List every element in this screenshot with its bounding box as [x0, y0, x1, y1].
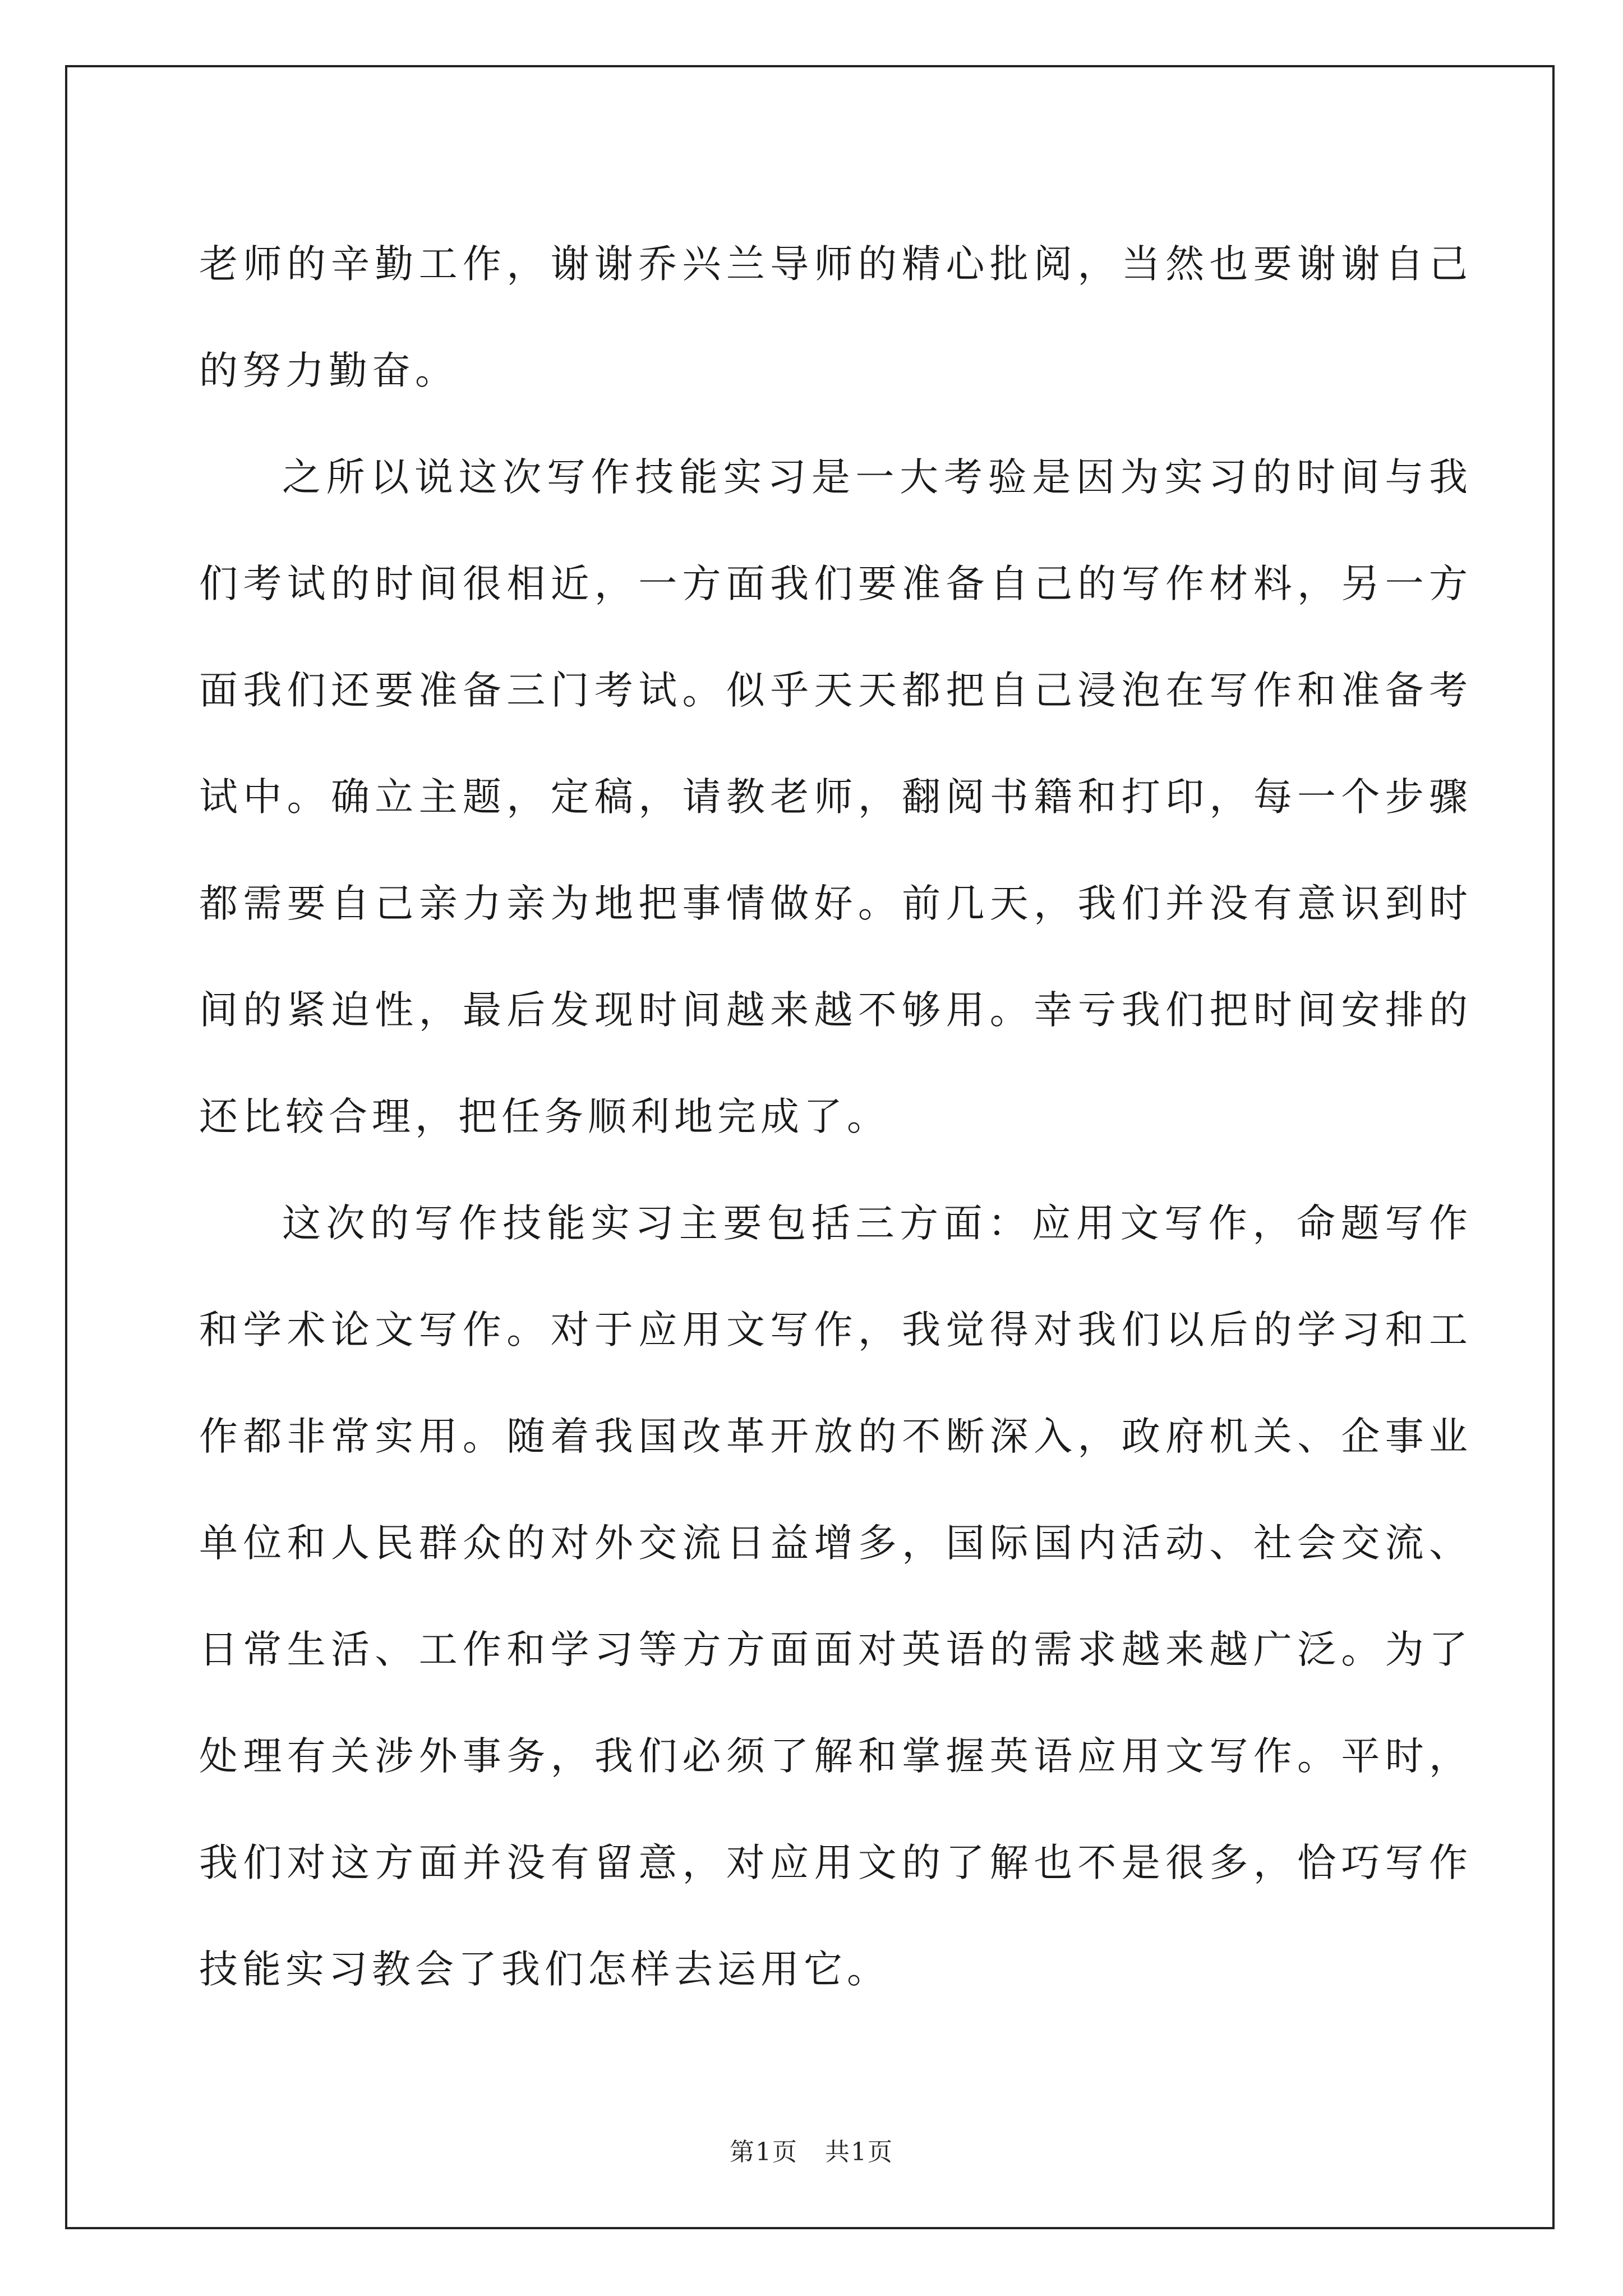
paragraph-3: 这次的写作技能实习主要包括三方面：应用文写作，命题写作和学术论文写作。对于应用文写作，我觉得对我们以后的学习和工作都非常实用。随着我国改革开放的不断深入，政府机关、企事业单位和人民群众的对外交流日益增多，国际国内活动、社会交流、日常生活、工作和学习等方方面面对英语的需求越来越广泛。为了处理有关涉外事务，我们必须了解和掌握英语应用文写作。平时，我们对这方面并没有留意，对应用文的了解也不是很多，恰巧写作技能实习教会了我们怎样去运用它。	[199, 1201, 1472, 1992]
paragraph-1: 老师的辛勤工作，谢谢乔兴兰导师的精心批阅，当然也要谢谢自己的努力勤奋。	[199, 242, 1472, 393]
page-total: 共1页	[825, 2138, 893, 2166]
page-number: 第1页	[730, 2138, 798, 2166]
document-body	[199, 211, 1472, 2023]
page-footer	[0, 2132, 1623, 2168]
paragraph-2: 之所以说这次写作技能实习是一大考验是因为实习的时间与我们考试的时间很相近，一方面我们要准备自己的写作材料，另一方面我们还要准备三门考试。似乎天天都把自己浸泡在写作和准备考试中。确立主题，定稿，请教老师，翻阅书籍和打印，每一个步骤都需要自己亲力亲为地把事情做好。前几天，我们并没有意识到时间的紧迫性，最后发现时间越来越不够用。幸亏我们把时间安排的还比较合理，把任务顺利地完成了。	[199, 455, 1472, 1139]
